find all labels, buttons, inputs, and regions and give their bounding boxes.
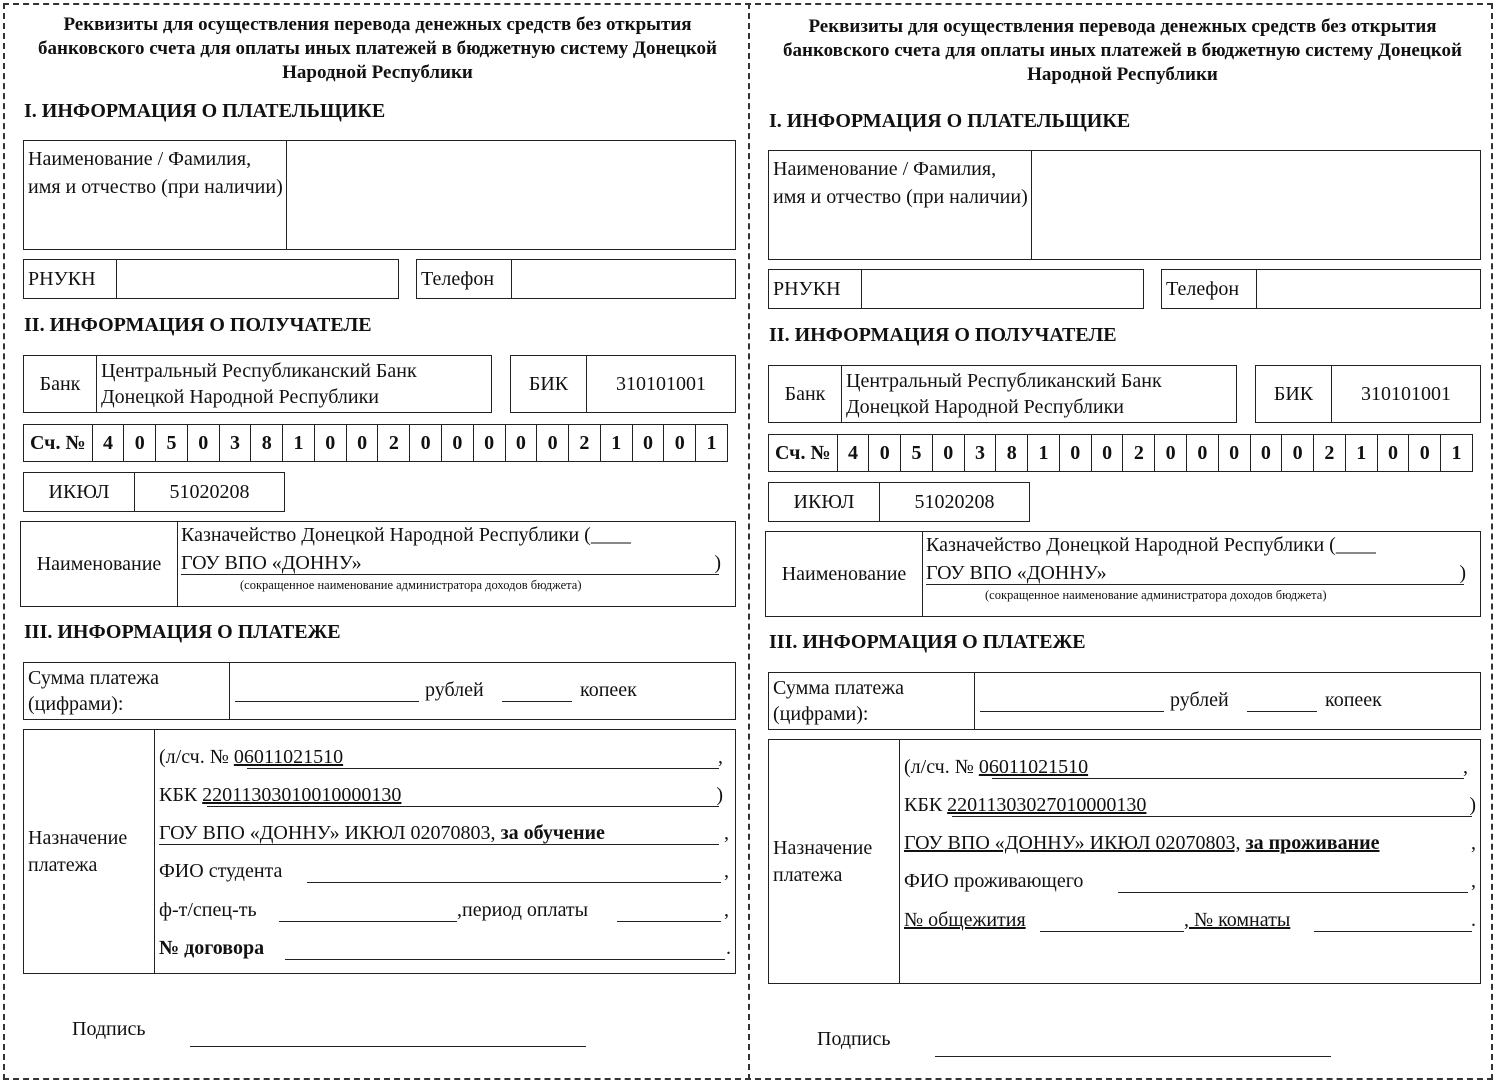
account-digit: 4 <box>92 425 124 461</box>
sum-label: Сумма платежа (цифрами): <box>28 667 159 715</box>
purpose-field[interactable] <box>154 730 735 973</box>
account-digit: 0 <box>1408 435 1440 471</box>
bank-box <box>23 355 492 413</box>
purpose-room-line <box>1314 931 1472 932</box>
purpose-kbk-line <box>952 816 1472 817</box>
purpose-org-bold: за обучение <box>500 822 605 844</box>
rnukn-box <box>768 269 1144 309</box>
account-digit: 0 <box>409 425 441 461</box>
form-left <box>20 0 735 1080</box>
purpose-account-prefix: (л/сч. № <box>159 746 229 768</box>
payer-name-label: Наименование / Фамилия, имя и отчество (при наличии) <box>773 158 1028 208</box>
bank-name: Центральный Республиканский Банк Донецкой Народной Республики <box>96 356 491 412</box>
rnukn-box <box>23 259 399 299</box>
account-digit: 0 <box>868 435 900 471</box>
account-digit: 8 <box>995 435 1027 471</box>
purpose-period-end: , <box>724 899 729 921</box>
bank-label: Банк <box>39 372 81 395</box>
purpose-row-account <box>904 756 1088 779</box>
treasury-value-cell <box>177 522 735 606</box>
purpose-row-kbk <box>904 794 1146 817</box>
account-row <box>23 424 728 462</box>
account-digit: 0 <box>663 425 695 461</box>
signature-label: Подпись <box>72 1018 146 1040</box>
purpose-contract-end: . <box>726 937 731 959</box>
purpose-row-account <box>159 746 343 769</box>
account-digit: 1 <box>600 425 632 461</box>
account-digit: 0 <box>1377 435 1409 471</box>
phone-field[interactable] <box>1256 270 1480 308</box>
purpose-org-text: ГОУ ВПО «ДОННУ» ИКЮЛ 02070803, <box>904 832 1241 854</box>
purpose-fio-label: ФИО студента <box>159 860 283 882</box>
rub-label: рублей <box>1170 689 1229 711</box>
treasury-note: (сокращенное наименование администратора доходов бюджета) <box>240 578 582 592</box>
account-digit: 1 <box>282 425 314 461</box>
purpose-period-line <box>617 921 721 922</box>
purpose-kbk-value: 22011303027010000130 <box>947 794 1147 816</box>
account-digit: 0 <box>1154 435 1186 471</box>
section-recipient-title: II. ИНФОРМАЦИЯ О ПОЛУЧАТЕЛЕ <box>769 324 1117 346</box>
purpose-fio-line <box>307 882 721 883</box>
purpose-org-end: , <box>1471 832 1476 854</box>
purpose-org-line <box>159 844 719 845</box>
sum-field[interactable] <box>229 663 735 719</box>
section-payment-title: III. ИНФОРМАЦИЯ О ПЛАТЕЖЕ <box>24 621 341 643</box>
phone-box <box>1161 269 1481 309</box>
cut-line <box>748 3 750 1080</box>
bank-name: Центральный Республиканский Банк Донецкой Народной Республики <box>841 366 1236 422</box>
purpose-row-org <box>159 822 605 845</box>
purpose-dorm-line <box>1040 931 1184 932</box>
purpose-kbk-prefix: КБК <box>904 794 943 816</box>
bik-box <box>510 355 736 413</box>
account-digit: 0 <box>1186 435 1218 471</box>
account-digit: 0 <box>536 425 568 461</box>
sum-label: Сумма платежа (цифрами): <box>773 677 904 725</box>
purpose-box <box>23 729 736 974</box>
bik-value: 310101001 <box>586 356 735 412</box>
kop-label: копеек <box>1325 689 1382 711</box>
account-row <box>768 434 1473 472</box>
bik-label: БИК <box>528 372 569 395</box>
section-payment-title: III. ИНФОРМАЦИЯ О ПЛАТЕЖЕ <box>769 631 1086 653</box>
account-digit: 0 <box>1059 435 1091 471</box>
account-label: Сч. № <box>30 431 86 454</box>
ikul-label: ИКЮЛ <box>48 480 110 503</box>
account-digit: 1 <box>1345 435 1377 471</box>
purpose-period-label: ,период оплаты <box>457 899 589 921</box>
rub-blank <box>980 711 1164 712</box>
purpose-org-end: , <box>724 822 729 844</box>
account-digit: 0 <box>346 425 378 461</box>
form-title: Реквизиты для осуществления перевода денежных средств без открытия банковского счета для оплаты иных платежей в бюджетную систему Донецкой Народной Республики <box>38 14 717 83</box>
account-digit: 2 <box>377 425 409 461</box>
sum-field[interactable] <box>974 673 1480 729</box>
rub-blank <box>235 701 419 702</box>
payer-name-field[interactable] <box>286 141 735 249</box>
purpose-account-line <box>247 768 719 769</box>
account-digit: 0 <box>441 425 473 461</box>
purpose-account-prefix: (л/сч. № <box>904 756 974 778</box>
phone-box <box>416 259 736 299</box>
purpose-kbk-prefix: КБК <box>159 784 198 806</box>
account-digit: 8 <box>250 425 282 461</box>
treasury-line2: ГОУ ВПО «ДОННУ» <box>926 562 1107 584</box>
purpose-org-text: ГОУ ВПО «ДОННУ» ИКЮЛ 02070803, <box>159 822 496 844</box>
account-digit: 1 <box>695 425 727 461</box>
payer-name-field[interactable] <box>1031 151 1480 259</box>
payer-name-box <box>768 150 1481 260</box>
treasury-note: (сокращенное наименование администратора доходов бюджета) <box>985 588 1327 602</box>
purpose-contract-label: № договора <box>159 937 265 959</box>
purpose-account-end: , <box>1463 756 1468 778</box>
purpose-kbk-value: 22011303010010000130 <box>202 784 402 806</box>
signature-line[interactable] <box>190 1046 586 1047</box>
treasury-label: Наименование <box>781 562 907 585</box>
account-digit: 2 <box>568 425 600 461</box>
kop-blank <box>502 701 572 702</box>
treasury-close: ) <box>1459 562 1466 584</box>
bank-box <box>768 365 1237 423</box>
account-digit: 1 <box>1440 435 1472 471</box>
kop-blank <box>1247 711 1317 712</box>
purpose-dorm-label: № общежития <box>904 909 1026 931</box>
account-digit: 3 <box>964 435 996 471</box>
bik-label: БИК <box>1273 382 1314 405</box>
ikul-box <box>768 482 1030 522</box>
ikul-label: ИКЮЛ <box>793 490 855 513</box>
treasury-close: ) <box>714 552 721 574</box>
form-right <box>765 10 1480 1090</box>
account-digit: 0 <box>1218 435 1250 471</box>
purpose-label: Назначение платежа <box>773 836 873 886</box>
phone-label: Телефон <box>421 267 495 290</box>
account-digit: 0 <box>932 435 964 471</box>
bik-box <box>1255 365 1481 423</box>
treasury-box <box>765 531 1481 617</box>
account-digit: 2 <box>1122 435 1154 471</box>
ikul-box <box>23 472 285 512</box>
payer-name-box <box>23 140 736 250</box>
section-recipient-title: II. ИНФОРМАЦИЯ О ПОЛУЧАТЕЛЕ <box>24 314 372 336</box>
account-label: Сч. № <box>775 441 831 464</box>
account-digit: 0 <box>1250 435 1282 471</box>
signature-label: Подпись <box>817 1028 891 1050</box>
treasury-underline <box>181 574 719 575</box>
sum-box <box>23 662 736 720</box>
purpose-faculty-label: ф-т/спец-ть <box>159 899 257 921</box>
kop-label: копеек <box>580 679 637 701</box>
purpose-fio-line <box>1118 892 1468 893</box>
section-payer-title: I. ИНФОРМАЦИЯ О ПЛАТЕЛЬЩИКЕ <box>769 110 1131 132</box>
account-digit: 0 <box>187 425 219 461</box>
purpose-label: Назначение платежа <box>28 826 128 876</box>
purpose-kbk-line <box>207 806 719 807</box>
account-digit: 2 <box>1313 435 1345 471</box>
bik-value: 310101001 <box>1331 366 1480 422</box>
form-title: Реквизиты для осуществления перевода денежных средств без открытия банковского счета для оплаты иных платежей в бюджетную систему Донецкой Народной Республики <box>783 16 1462 85</box>
account-digit: 5 <box>155 425 187 461</box>
purpose-faculty-line <box>279 921 457 922</box>
account-digit: 0 <box>632 425 664 461</box>
purpose-room-end: . <box>1471 909 1476 931</box>
account-digit: 3 <box>219 425 251 461</box>
treasury-underline <box>926 584 1464 585</box>
sum-box <box>768 672 1481 730</box>
account-digit: 0 <box>314 425 346 461</box>
purpose-account-value: 06011021510 <box>978 756 1089 778</box>
treasury-line1: Казначейство Донецкой Народной Республики (____ <box>181 524 631 546</box>
treasury-line1: Казначейство Донецкой Народной Республики (____ <box>926 534 1376 556</box>
phone-label: Телефон <box>1166 277 1240 300</box>
purpose-account-line <box>992 778 1464 779</box>
treasury-line2: ГОУ ВПО «ДОННУ» <box>181 552 362 574</box>
purpose-box <box>768 739 1481 984</box>
rnukn-label: РНУКН <box>28 267 96 290</box>
rnukn-label: РНУКН <box>773 277 841 300</box>
purpose-account-value: 06011021510 <box>233 746 344 768</box>
rub-label: рублей <box>425 679 484 701</box>
treasury-label: Наименование <box>36 552 162 575</box>
account-digit: 0 <box>1091 435 1123 471</box>
treasury-value-cell <box>922 532 1480 616</box>
purpose-fio-end: , <box>1471 870 1476 892</box>
purpose-field[interactable] <box>899 740 1480 983</box>
rnukn-field[interactable] <box>116 260 398 298</box>
purpose-kbk-end: ) <box>716 784 723 806</box>
account-digit: 1 <box>1027 435 1059 471</box>
purpose-kbk-end: ) <box>1469 794 1476 816</box>
signature-line[interactable] <box>935 1056 1331 1057</box>
account-digit: 0 <box>505 425 537 461</box>
account-digit: 4 <box>837 435 869 471</box>
account-digit: 0 <box>473 425 505 461</box>
ikul-value: 51020208 <box>134 473 284 511</box>
account-digit: 0 <box>123 425 155 461</box>
bank-label: Банк <box>784 382 826 405</box>
purpose-room-label: , № комнаты <box>1184 909 1291 931</box>
account-digit: 0 <box>1281 435 1313 471</box>
rnukn-field[interactable] <box>861 270 1143 308</box>
section-payer-title: I. ИНФОРМАЦИЯ О ПЛАТЕЛЬЩИКЕ <box>24 100 386 122</box>
phone-field[interactable] <box>511 260 735 298</box>
treasury-box <box>20 521 736 607</box>
purpose-account-end: , <box>718 746 723 768</box>
ikul-value: 51020208 <box>879 483 1029 521</box>
payer-name-label: Наименование / Фамилия, имя и отчество (при наличии) <box>28 148 283 198</box>
purpose-contract-line <box>285 959 725 960</box>
purpose-org-bold: за проживание <box>1245 832 1380 854</box>
account-digit: 5 <box>900 435 932 471</box>
purpose-fio-label: ФИО проживающего <box>904 870 1084 892</box>
purpose-row-org <box>904 832 1380 855</box>
purpose-row-kbk <box>159 784 401 807</box>
purpose-fio-end: , <box>724 860 729 882</box>
